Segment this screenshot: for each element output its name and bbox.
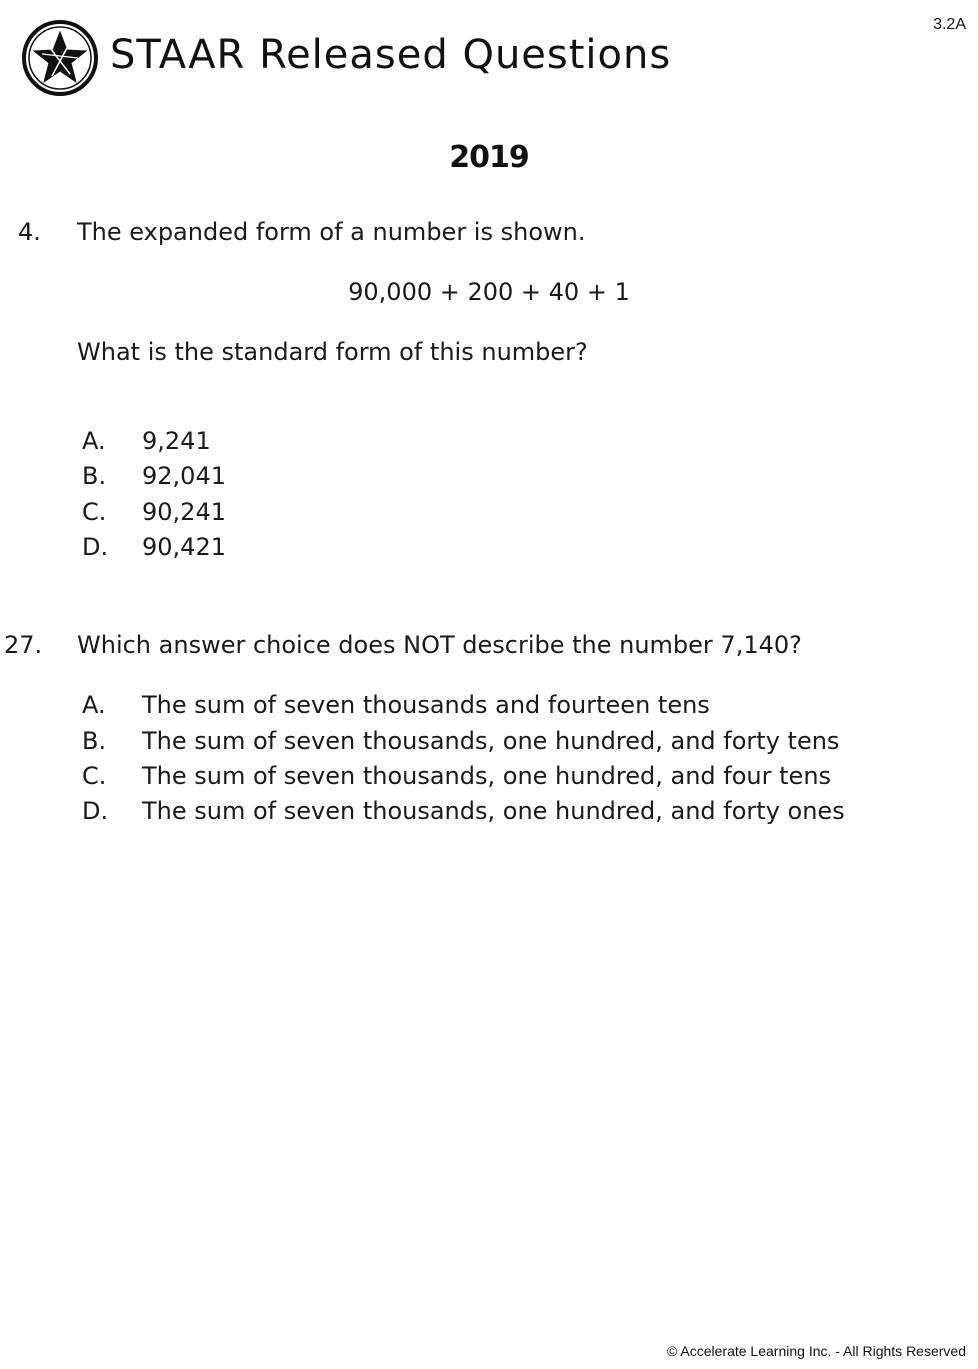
choice-text: The sum of seven thousands, one hundred, and forty tens (142, 727, 840, 755)
choice-letter: C. (82, 498, 107, 526)
choice-letter: B. (82, 462, 107, 490)
choice-text: 9,241 (142, 427, 211, 455)
standard-code: 3.2A (933, 16, 966, 33)
choice-text: 90,241 (142, 498, 226, 526)
star-logo-icon (20, 18, 100, 98)
choice-letter: C. (82, 762, 107, 790)
question-prompt: Which answer choice does NOT describe the number 7,140? (77, 631, 802, 659)
expanded-form-expression: 90,000 + 200 + 40 + 1 (348, 278, 630, 306)
choice-text: The sum of seven thousands, one hundred, and four tens (142, 762, 832, 790)
choice-text: The sum of seven thousands, one hundred, and forty ones (142, 797, 845, 825)
choice-text: 92,041 (142, 462, 226, 490)
choice-letter: A. (82, 691, 106, 719)
choice-letter: B. (82, 727, 107, 755)
page-title: STAAR Released Questions (110, 32, 672, 78)
choice-letter: D. (82, 533, 109, 561)
year-heading: 2019 (449, 140, 529, 175)
question-prompt: The expanded form of a number is shown. (77, 218, 586, 246)
question-number: 4. (18, 218, 41, 246)
choice-letter: D. (82, 797, 109, 825)
question-number: 27. (4, 631, 43, 659)
choice-text: 90,421 (142, 533, 226, 561)
copyright-footer: © Accelerate Learning Inc. - All Rights Reserved (666, 1343, 966, 1359)
choice-letter: A. (82, 427, 106, 455)
choice-text: The sum of seven thousands and fourteen tens (142, 691, 710, 719)
question-text: What is the standard form of this number? (77, 338, 588, 366)
